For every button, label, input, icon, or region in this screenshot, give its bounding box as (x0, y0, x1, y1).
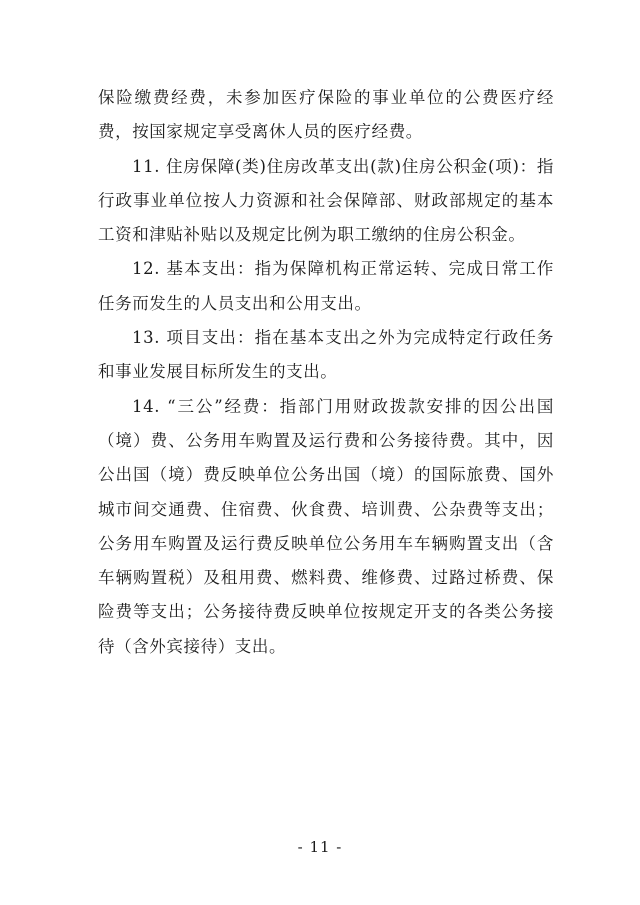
paragraph-item-14: 14. “三公”经费：指部门用财政拨款安排的因公出国（境）费、公务用车购置及运行费和公务接待费。其中，因公出国（境）费反映单位公务出国（境）的国际旅费、国外城市间交通费、住宿费、伙食费、培训费、公杂费等支出；公务用车购置及运行费反映单位公务用车车辆购置支出（含车辆购置税）及租用费、燃料费、维修费、过路过桥费、保险费等支出；公务接待费反映单位按规定开支的各类公务接待（含外宾接待）支出。 (98, 396, 554, 656)
paragraph-continuation: 保险缴费经费，未参加医疗保险的事业单位的公费医疗经费，按国家规定享受离休人员的医疗经费。 (98, 88, 554, 142)
paragraph-item-11: 11. 住房保障(类)住房改革支出(款)住房公积金(项)：指行政事业单位按人力资源和社会保障部、财政部规定的基本工资和津贴补贴以及规定比例为职工缴纳的住房公积金。 (98, 156, 554, 245)
page-number: - 11 - (297, 838, 343, 856)
paragraph-item-12: 12. 基本支出：指为保障机构正常运转、完成日常工作任务而发生的人员支出和公用支出。 (98, 259, 554, 313)
paragraph-item-13: 13. 项目支出：指在基本支出之外为完成特定行政任务和事业发展目标所发生的支出。 (98, 328, 554, 382)
document-body (98, 81, 554, 664)
